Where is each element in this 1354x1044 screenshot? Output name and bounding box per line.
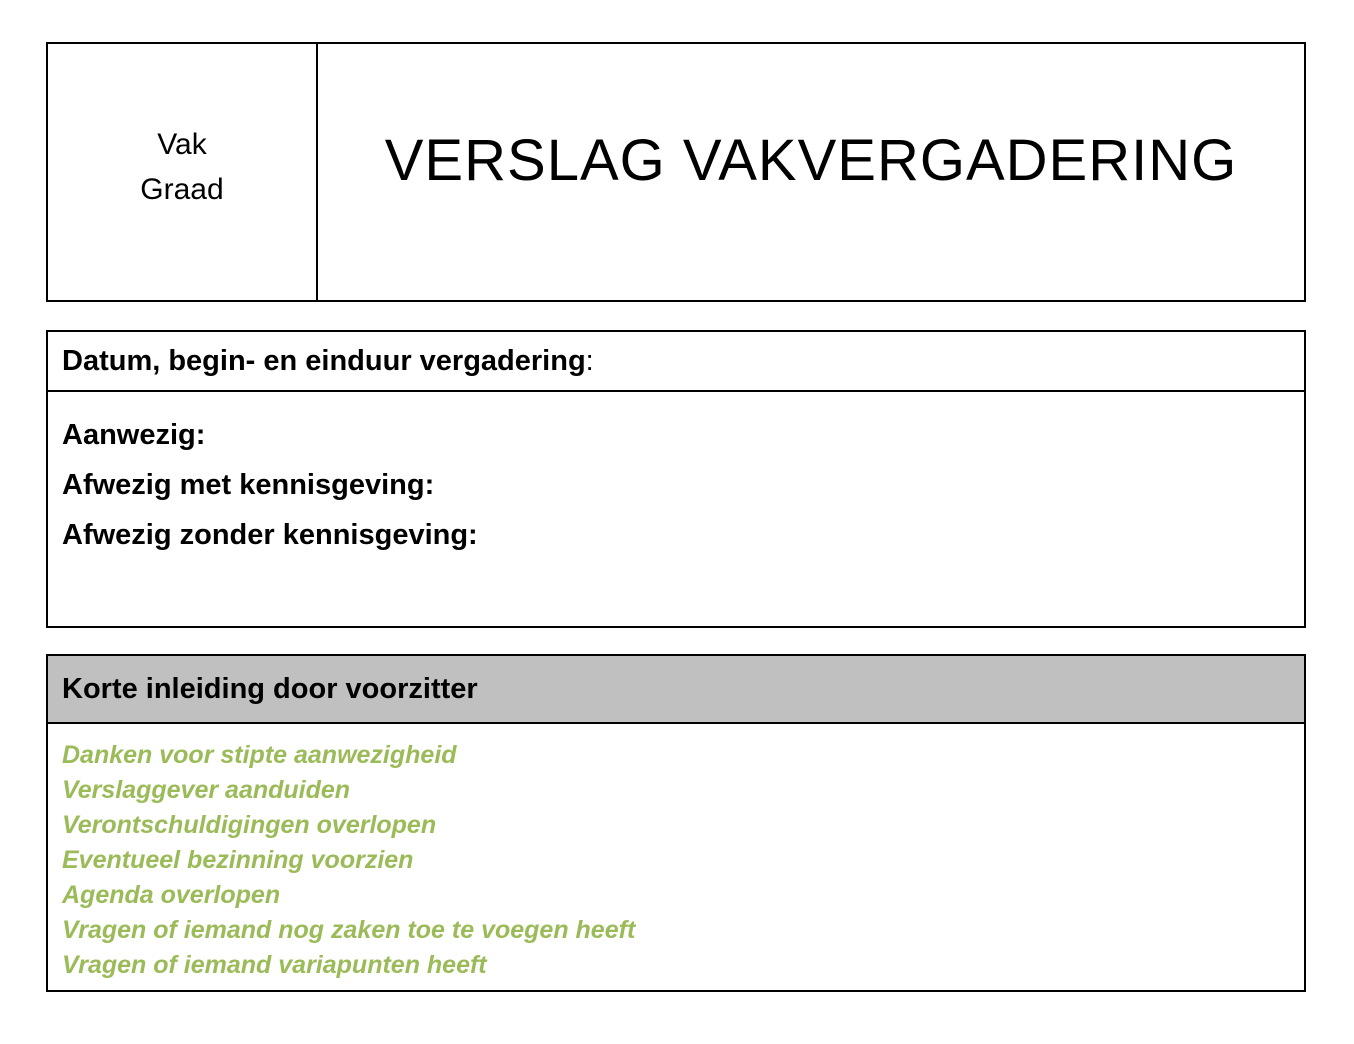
date-label: Datum, begin- en einduur vergadering	[62, 344, 586, 377]
attendance-row	[48, 392, 1304, 560]
list-item: Eventueel bezinning voorzien	[62, 846, 414, 874]
list-item: Danken voor stipte aanwezigheid	[62, 741, 457, 769]
title-cell	[318, 44, 1304, 300]
page-title: VERSLAG VAKVERGADERING	[384, 128, 1238, 193]
list-item: Verslaggever aanduiden	[62, 776, 351, 804]
present-label: Aanwezig:	[62, 419, 206, 451]
list-item: Vragen of iemand nog zaken toe te voegen heeft	[62, 916, 636, 944]
list-item: Agenda overlopen	[62, 881, 281, 909]
grade-label: Graad	[140, 173, 224, 206]
introduction-heading: Korte inleiding door voorzitter	[48, 656, 1304, 724]
subject-label: Vak	[157, 128, 207, 161]
date-row	[48, 332, 1304, 392]
subject-grade-cell	[48, 44, 318, 300]
list-item: Verontschuldigingen overlopen	[62, 811, 437, 839]
introduction-table	[46, 654, 1306, 992]
list-item: Vragen of iemand variapunten heeft	[62, 951, 487, 979]
absent-without-notice-label: Afwezig zonder kennisgeving:	[62, 519, 478, 551]
absent-with-notice-label: Afwezig met kennisgeving:	[62, 469, 435, 501]
introduction-list	[48, 724, 1304, 983]
header-table	[46, 42, 1306, 302]
date-colon: :	[585, 344, 594, 377]
meeting-info-table	[46, 330, 1306, 628]
